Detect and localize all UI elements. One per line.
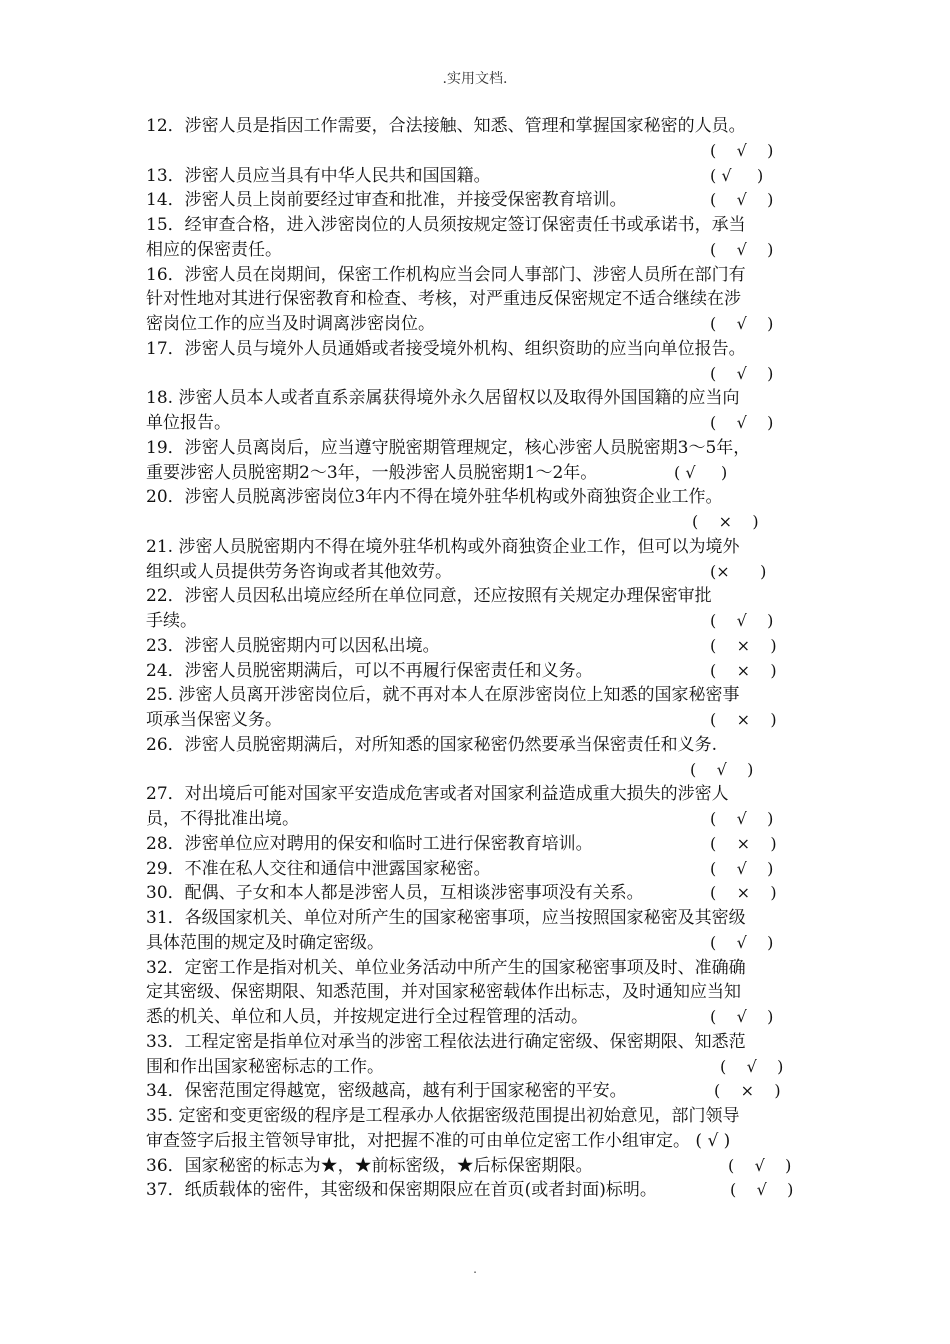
answer-mark: ( × )	[714, 1081, 781, 1101]
line-text: 密岗位工作的应当及时调离涉密岗位。	[146, 314, 435, 334]
text-line	[146, 510, 810, 535]
answer-mark: ( √ )	[728, 1155, 792, 1175]
line-text: 30．配偶、子女和本人都是涉密人员，互相谈涉密事项没有关系。	[146, 883, 644, 904]
text-line	[146, 931, 810, 956]
text-line	[146, 213, 810, 238]
text-line	[146, 906, 810, 931]
line-text: 32．定密工作是指对机关、单位业务活动中所产生的国家秘密事项及时、准确确	[146, 957, 746, 978]
text-line	[146, 263, 810, 288]
line-text: 23．涉密人员脱密期内可以因私出境。	[146, 635, 440, 656]
line-text: 28．涉密单位应对聘用的保安和临时工进行保密教育培训。	[146, 833, 593, 854]
line-text: 14．涉密人员上岗前要经过审查和批准，并接受保密教育培训。	[146, 190, 627, 211]
answer-mark: ( √ )	[710, 932, 774, 952]
answer-mark: ( √ )	[730, 1180, 794, 1200]
line-text: 15．经审查合格，进入涉密岗位的人员须按规定签订保密责任书或承诺书，承当	[146, 215, 746, 235]
text-line	[146, 139, 810, 164]
text-line	[146, 436, 810, 461]
line-text: 35. 定密和变更密级的程序是工程承办人依据密级范围提出初始意见，部门领导	[146, 1106, 740, 1126]
text-line	[146, 1055, 810, 1080]
text-line	[146, 807, 810, 832]
text-line	[146, 461, 810, 486]
line-text: 悉的机关、单位和人员，并按规定进行全过程管理的活动。	[146, 1007, 588, 1027]
answer-mark: ( × )	[692, 512, 759, 531]
answer-mark: ( √ )	[710, 413, 774, 432]
text-line	[146, 881, 810, 906]
line-text: 18. 涉密人员本人或者直系亲属获得境外永久居留权以及取得外国国籍的应当向	[146, 388, 740, 409]
line-text: 34．保密范围定得越宽，密级越高，越有利于国家秘密的平安。	[146, 1081, 627, 1102]
text-line	[146, 560, 810, 585]
text-line	[146, 1104, 810, 1129]
answer-mark: ( √ )	[710, 363, 774, 383]
text-line	[146, 386, 810, 411]
text-line	[146, 980, 810, 1005]
line-text: 单位报告。	[146, 413, 231, 433]
line-text: 围和作出国家秘密标志的工作。	[146, 1056, 384, 1077]
text-line	[146, 857, 810, 882]
text-line	[146, 1005, 810, 1030]
answer-mark: ( × )	[710, 833, 777, 853]
line-text: 12．涉密人员是指因工作需要，合法接触、知悉、管理和掌握国家秘密的人员。	[146, 116, 746, 136]
answer-mark: ( √ )	[690, 759, 754, 779]
text-line	[146, 312, 810, 337]
answer-mark: ( √ )	[674, 462, 728, 482]
line-text: 定其密级、保密期限、知悉范围，并对国家秘密载体作出标志，及时通知应当知	[146, 982, 741, 1003]
answer-mark: (× )	[710, 561, 767, 581]
text-line	[146, 485, 810, 510]
line-text: 21. 涉密人员脱密期内不得在境外驻华机构或外商独资企业工作，但可以为境外	[146, 536, 740, 557]
answer-mark: ( √ )	[710, 314, 774, 333]
line-text: 27．对出境后可能对国家平安造成危害或者对国家利益造成重大损失的涉密人	[146, 784, 729, 805]
line-text: 31．各级国家机关、单位对所产生的国家秘密事项，应当按照国家秘密及其密级	[146, 908, 746, 928]
text-line	[146, 114, 810, 139]
line-text: 26．涉密人员脱密期满后，对所知悉的国家秘密仍然要承当保密责任和义务.	[146, 734, 718, 755]
line-text: 员，不得批准出境。	[146, 809, 299, 829]
text-line	[146, 609, 810, 634]
line-text: 相应的保密责任。	[146, 239, 282, 260]
line-text: 22．涉密人员因私出境应经所在单位同意，还应按照有关规定办理保密审批	[146, 586, 712, 607]
line-text: 组织或人员提供劳务咨询或者其他效劳。	[146, 561, 452, 582]
text-line	[146, 238, 810, 263]
page-header: .实用文档.	[442, 71, 508, 87]
text-line	[146, 164, 810, 189]
line-text: 17．涉密人员与境外人员通婚或者接受境外机构、组织资助的应当向单位报告。	[146, 338, 746, 359]
line-text: 36．国家秘密的标志为★，★前标密级，★后标保密期限。	[146, 1155, 593, 1176]
line-text: 针对性地对其进行保密教育和检查、考核，对严重违反保密规定不适合继续在涉	[146, 289, 741, 310]
answer-mark: ( √ )	[710, 165, 764, 185]
line-text: 37．纸质载体的密件，其密级和保密期限应在首页(或者封面)标明。	[146, 1180, 657, 1201]
answer-mark: ( × )	[710, 660, 777, 680]
line-text: 16．涉密人员在岗期间，保密工作机构应当会同人事部门、涉密人员所在部门有	[146, 264, 746, 285]
text-line	[146, 733, 810, 758]
text-line	[146, 683, 810, 708]
answer-mark: ( × )	[710, 710, 777, 729]
answer-mark: ( √ )	[710, 140, 774, 160]
line-text: 具体范围的规定及时确定密级。	[146, 932, 384, 953]
text-line	[146, 1154, 810, 1179]
text-line	[146, 1079, 810, 1104]
line-text: 20．涉密人员脱离涉密岗位3年内不得在境外驻华机构或外商独资企业工作。	[146, 487, 723, 508]
answer-mark: ( × )	[710, 635, 777, 655]
line-text: 19．涉密人员离岗后，应当遵守脱密期管理规定，核心涉密人员脱密期3～5年，	[146, 437, 751, 458]
text-line	[146, 362, 810, 387]
text-line	[146, 188, 810, 213]
line-text: 13．涉密人员应当具有中华人民共和国国籍。	[146, 165, 491, 186]
line-text: 29．不准在私人交往和通信中泄露国家秘密。	[146, 858, 491, 879]
answer-mark: ( √ )	[710, 239, 774, 259]
line-text: 24．涉密人员脱密期满后，可以不再履行保密责任和义务。	[146, 660, 593, 681]
text-line	[146, 659, 810, 684]
answer-mark: ( √ )	[710, 858, 774, 878]
answer-mark: ( √ )	[710, 611, 774, 630]
text-line	[146, 1178, 810, 1203]
text-line	[146, 782, 810, 807]
text-line	[146, 584, 810, 609]
question-list	[146, 114, 810, 1203]
text-line	[146, 535, 810, 560]
answer-mark: ( × )	[710, 883, 777, 903]
text-line	[146, 832, 810, 857]
text-line	[146, 1129, 810, 1154]
line-text: 手续。	[146, 611, 197, 631]
text-line	[146, 634, 810, 659]
text-line	[146, 337, 810, 362]
line-text: 25. 涉密人员离开涉密岗位后，就不再对本人在原涉密岗位上知悉的国家秘密事	[146, 685, 740, 706]
answer-mark: ( √ )	[710, 809, 774, 828]
line-text: 审查签字后报主管领导审批，对把握不准的可由单位定密工作小组审定。 ( √ )	[146, 1130, 731, 1151]
text-line	[146, 287, 810, 312]
line-text: 项承当保密义务。	[146, 710, 282, 730]
text-line	[146, 956, 810, 981]
text-line	[146, 1030, 810, 1055]
line-text: 33．工程定密是指单位对承当的涉密工程依法进行确定密级、保密期限、知悉范	[146, 1031, 746, 1052]
answer-mark: ( √ )	[710, 190, 774, 210]
page-footer: .	[473, 1262, 477, 1276]
line-text: 重要涉密人员脱密期2～3年，一般涉密人员脱密期1～2年。	[146, 462, 598, 483]
text-line	[146, 708, 810, 733]
text-line	[146, 758, 810, 783]
answer-mark: ( √ )	[710, 1007, 774, 1026]
answer-mark: ( √ )	[720, 1056, 784, 1076]
text-line	[146, 411, 810, 436]
